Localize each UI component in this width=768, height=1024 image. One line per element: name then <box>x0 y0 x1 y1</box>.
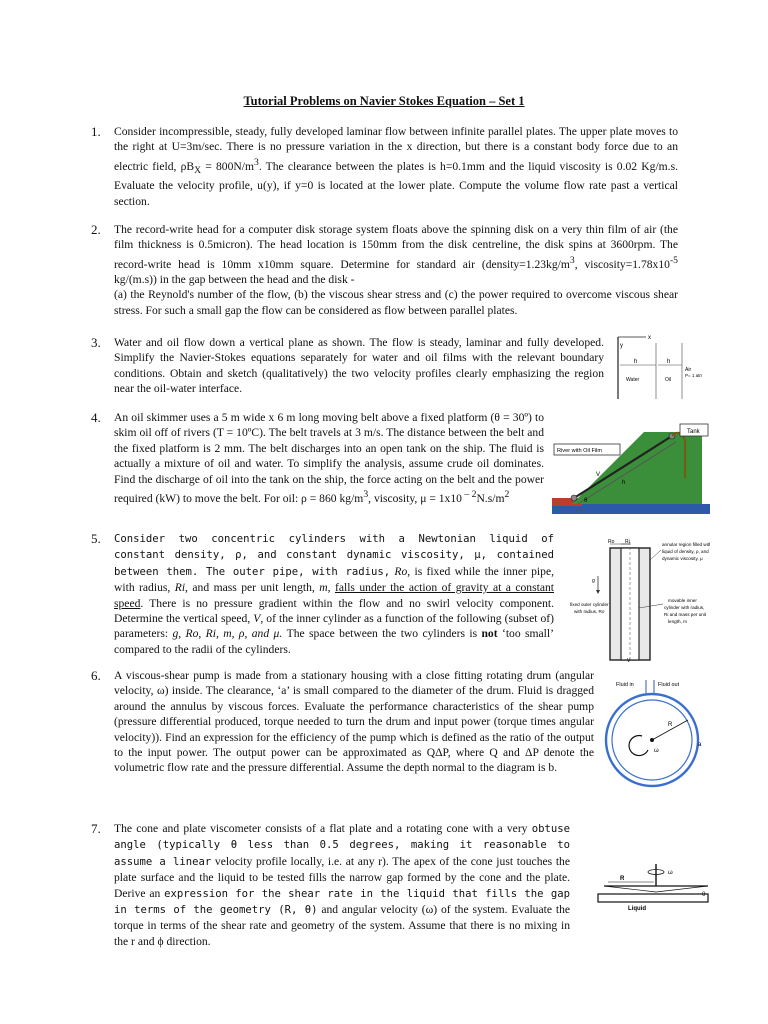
problem-2-number: 2. <box>91 222 101 237</box>
fig4-river-label: River with Oil Film <box>557 448 603 454</box>
problem-1-number: 1. <box>91 124 101 139</box>
fig3-h2-label: h <box>667 359 671 365</box>
fig3-air-label: Air <box>685 367 692 373</box>
fig5-outer-2: with radius, Ro <box>574 609 605 614</box>
fig6-r-label: R <box>668 722 673 728</box>
fig5-v-label: V <box>627 658 631 664</box>
fig3-oil-label: Oil <box>665 377 672 383</box>
fig7-omega-label: ω <box>668 870 673 876</box>
problem-5-number: 5. <box>91 531 101 546</box>
figure-concentric-cylinders <box>570 536 710 664</box>
fig5-annulus-1: annular region filled with <box>662 542 710 547</box>
fig5-annulus-3: dynamic viscosity, μ <box>662 556 703 561</box>
fig6-fluid-in-label: Fluid in <box>616 682 634 688</box>
problem-7-number: 7. <box>91 821 101 836</box>
fig3-y-label: y <box>620 343 623 349</box>
problem-3-text: Water and oil flow down a vertical plane as shown. The flow is steady, laminar and fully developed. Simplify the Navier-Stokes equations separately for water and oil films with the relevant boundary conditions. Obtain and sketch (qualitatively) the two velocity profiles clearly emphasizing the region near the oil-water interface. <box>114 336 604 396</box>
problem-4-number: 4. <box>91 410 101 425</box>
problem-2-text: The record-write head for a computer disk storage system floats above the spinning disk on a very thin film of air (the film thickness is 0.5micron). The head location is 150mm from the disk centreline, the disk spins at 3600rpm. The record-write head is 10mm x10mm square. Determine for standard air ($density=1.23kg/m^3$, $viscosity=1.78x10^{-5}$ kg/(m.s)) in the gap between the head and the disk - (a) the Reynold's number of the flow, (b) the viscous shear stress and (c) the power required to overcome viscous shear stress. For such a small gap the flow can be considered as flow between parallel plates. <box>114 223 678 317</box>
problem-1-text: Consider incompressible, steady, fully developed laminar flow between infinite parallel plates. The upper plate moves to the right at U=3m/sec. There is no pressure variation in the x direction, but there is a constant body force due to an electric field, $\rho B_X = 800N/m^3$. The clearance between the plates is h=0.1mm and the liquid viscosity is 0.02 Kg/m.s. Evaluate the velocity profile, u(y), if y=0 is located at the lower plate. Compute the volume flow rate past a vertical section. <box>114 125 678 208</box>
fig6-omega-label: ω <box>654 748 659 754</box>
problem-5-text: Consider two concentric cylinders with a Newtonian liquid of constant density, ρ, and constant dynamic viscosity, μ, contained between them. The outer pipe, with radius, Ro, is fixed while the inner pipe, with radius, Ri, and mass per unit length, m, falls under the action of gravity at a constant speed. There is no pressure gradient within the flow and no swirl velocity component. Determine the vertical speed, V, of the inner cylinder as a function of the following (subset of) parameters: g, Ro, Ri, m, ρ, and μ. The space between the two cylinders is not ‘too small’ compared to the radii of the cylinders. <box>114 533 555 656</box>
page-title: Tutorial Problems on Navier Stokes Equation – Set 1 <box>243 94 525 108</box>
problem-6-number: 6. <box>91 668 101 683</box>
fig5-ri-label: Ri <box>625 539 630 545</box>
fig5-inner-3: Ri and mass per unit <box>664 612 707 617</box>
problem-4-text: An oil skimmer uses a 5 m wide x 6 m long moving belt above a fixed platform (θ = 30º) to skim oil off of rivers (T = 10ºC). The belt travels at 3 m/s. The distance between the belt and the fixed platform is 2 mm. The belt discharges into an open tank on the ship. The fluid is actually a mixture of oil and water. To simplify the analysis, assume crude oil dominates. Find the discharge of oil into the tank on the ship, the force acting on the belt and the power required (kW) to move the belt. For oil: ρ = 860 $kg/m^3$, viscosity, μ = 1x10 $^{- 2}N.s/m^2$ <box>114 411 544 505</box>
fig6-a-label: a <box>698 742 702 748</box>
fig4-h-label: h <box>622 480 626 486</box>
fig5-outer-1: fixed outer cylinder <box>570 602 609 607</box>
fig5-inner-1: movable inner <box>668 598 697 603</box>
fig3-x-label: x <box>648 335 651 341</box>
fig4-tank-label: Tank <box>687 429 700 435</box>
figure-oil-skimmer <box>552 418 710 514</box>
fig6-fluid-out-label: Fluid out <box>658 682 680 688</box>
fig5-g-label: g <box>592 578 595 584</box>
problem-3-number: 3. <box>91 335 101 350</box>
fig5-annulus-2: liquid of density, ρ, and <box>662 549 709 554</box>
problem-7-text: The cone and plate viscometer consists of a flat plate and a rotating cone with a very obtuse angle (typically θ less than 0.5 degrees, making it reasonable to assume a linear velocity profile locally, i.e. at any r). The apex of the cone just touches the plate surface and the liquid to be tested fills the narrow gap formed by the cone and the plate. Derive an expression for the shear rate in the liquid that fills the gap in terms of the geometry (R, θ) and angular velocity (ω) of the system. Evaluate the torque in terms of the shear rate and geometry of the system. Assume that there is no mixing in the r and ϕ direction. <box>114 822 571 948</box>
fig4-v-label: V <box>596 472 601 478</box>
fig5-ro-label: Ro <box>608 539 615 545</box>
fig7-liquid-label: Liquid <box>628 906 646 912</box>
problem-6-text: A viscous-shear pump is made from a stationary housing with a close fitting rotating drum (angular velocity, ω) inside. The clearance, ‘a’ is small compared to the diameter of the drum. Fluid is dragged around the annulus by viscous forces. Evaluate the performance characteristics of the shear pump (pressure differential produced, torque needed to turn the drum and input power (torque times angular velocity)). Find an expression for the efficiency of the pump which is defined as the ratio of the output to the input power. The output power can be approximated as QΔP, where Q and ΔP denote the volumetric flow rate and the pressure differential. Assume the depth normal to the diagram is b. <box>114 669 594 775</box>
fig7-theta-label: θ <box>702 892 706 898</box>
figure-cone-plate-viscometer <box>594 862 712 918</box>
fig4-theta-label: θ <box>584 498 588 504</box>
fig5-inner-4: length, m <box>668 619 687 624</box>
figure-water-oil-films <box>612 333 702 403</box>
figure-shear-pump <box>602 676 712 794</box>
fig5-inner-2: cylinder with radius, <box>664 605 705 610</box>
fig7-r-label: R <box>620 876 625 882</box>
fig3-water-label: Water <box>626 377 640 383</box>
fig3-patm-label: P= 1 atm <box>685 373 702 378</box>
fig3-h1-label: h <box>634 359 638 365</box>
